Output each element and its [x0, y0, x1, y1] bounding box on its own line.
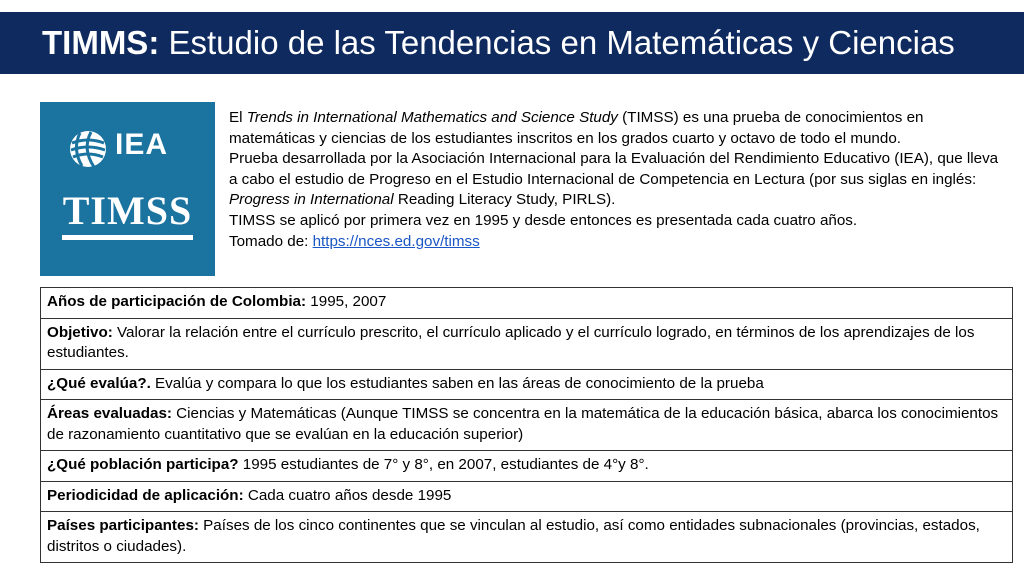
table-cell: Periodicidad de aplicación: Cada cuatro años desde 1995 [41, 481, 1013, 512]
intro-paragraph-3: TIMSS se aplicó por primera vez en 1995 y desde entonces es presentada cada cuatro años. [229, 211, 858, 229]
table-row [41, 318, 1013, 369]
intro-text [229, 108, 1009, 252]
table-row [41, 512, 1013, 563]
table-cell: Áreas evaluadas: Ciencias y Matemáticas (Aunque TIMSS se concentra en la matemática de la educación básica, abarca los conocimientos de razonamiento cuantitativo que se evalúan en la educación superior) [41, 400, 1013, 451]
title-bar [0, 12, 1024, 74]
table-cell: Objetivo: Valorar la relación entre el currículo prescrito, el currículo aplicado y el currículo logrado, en términos de los aprendizajes de los estudiantes. [41, 318, 1013, 369]
timss-logo [40, 102, 215, 276]
source-line: Tomado de: https://nces.ed.gov/timss [229, 232, 480, 250]
table-row [41, 451, 1013, 482]
logo-iea-text: IEA [115, 128, 169, 161]
table-row [41, 288, 1013, 319]
table-row [41, 481, 1013, 512]
table-cell: Años de participación de Colombia: 1995, 2007 [41, 288, 1013, 319]
intro-paragraph-2: Prueba desarrollada por la Asociación Internacional para la Evaluación del Rendimiento Educativo (IEA), que lleva a cabo el estudio de Progreso en el Estudio Internacional de Competencia en Lectura (por sus siglas en inglés: Progress in International Reading Literacy Study, PIRLS). [229, 150, 999, 209]
logo-timss-text: TIMSS [62, 188, 193, 233]
source-link[interactable]: https://nces.ed.gov/timss [312, 232, 480, 250]
globe-icon [68, 129, 108, 169]
info-table [40, 287, 1013, 563]
table-cell: Países participantes: Países de los cinco continentes que se vinculan al estudio, así como entidades subnacionales (provincias, estados, distritos o ciudades). [41, 512, 1013, 563]
table-row [41, 400, 1013, 451]
table-cell: ¿Qué población participa? 1995 estudiantes de 7° y 8°, en 2007, estudiantes de 4°y 8°. [41, 451, 1013, 482]
intro-paragraph-1: El Trends in International Mathematics and Science Study (TIMSS) es una prueba de conocimientos en matemáticas y ciencias de los estudiantes inscritos en los grados cuarto y octavo de todo el mundo. [229, 109, 924, 147]
page-title: TIMMS: Estudio de las Tendencias en Matemáticas y Ciencias [42, 24, 955, 61]
table-cell: ¿Qué evalúa?. Evalúa y compara lo que los estudiantes saben en las áreas de conocimiento de la prueba [41, 369, 1013, 400]
table-row [41, 369, 1013, 400]
logo-underline [62, 235, 193, 240]
